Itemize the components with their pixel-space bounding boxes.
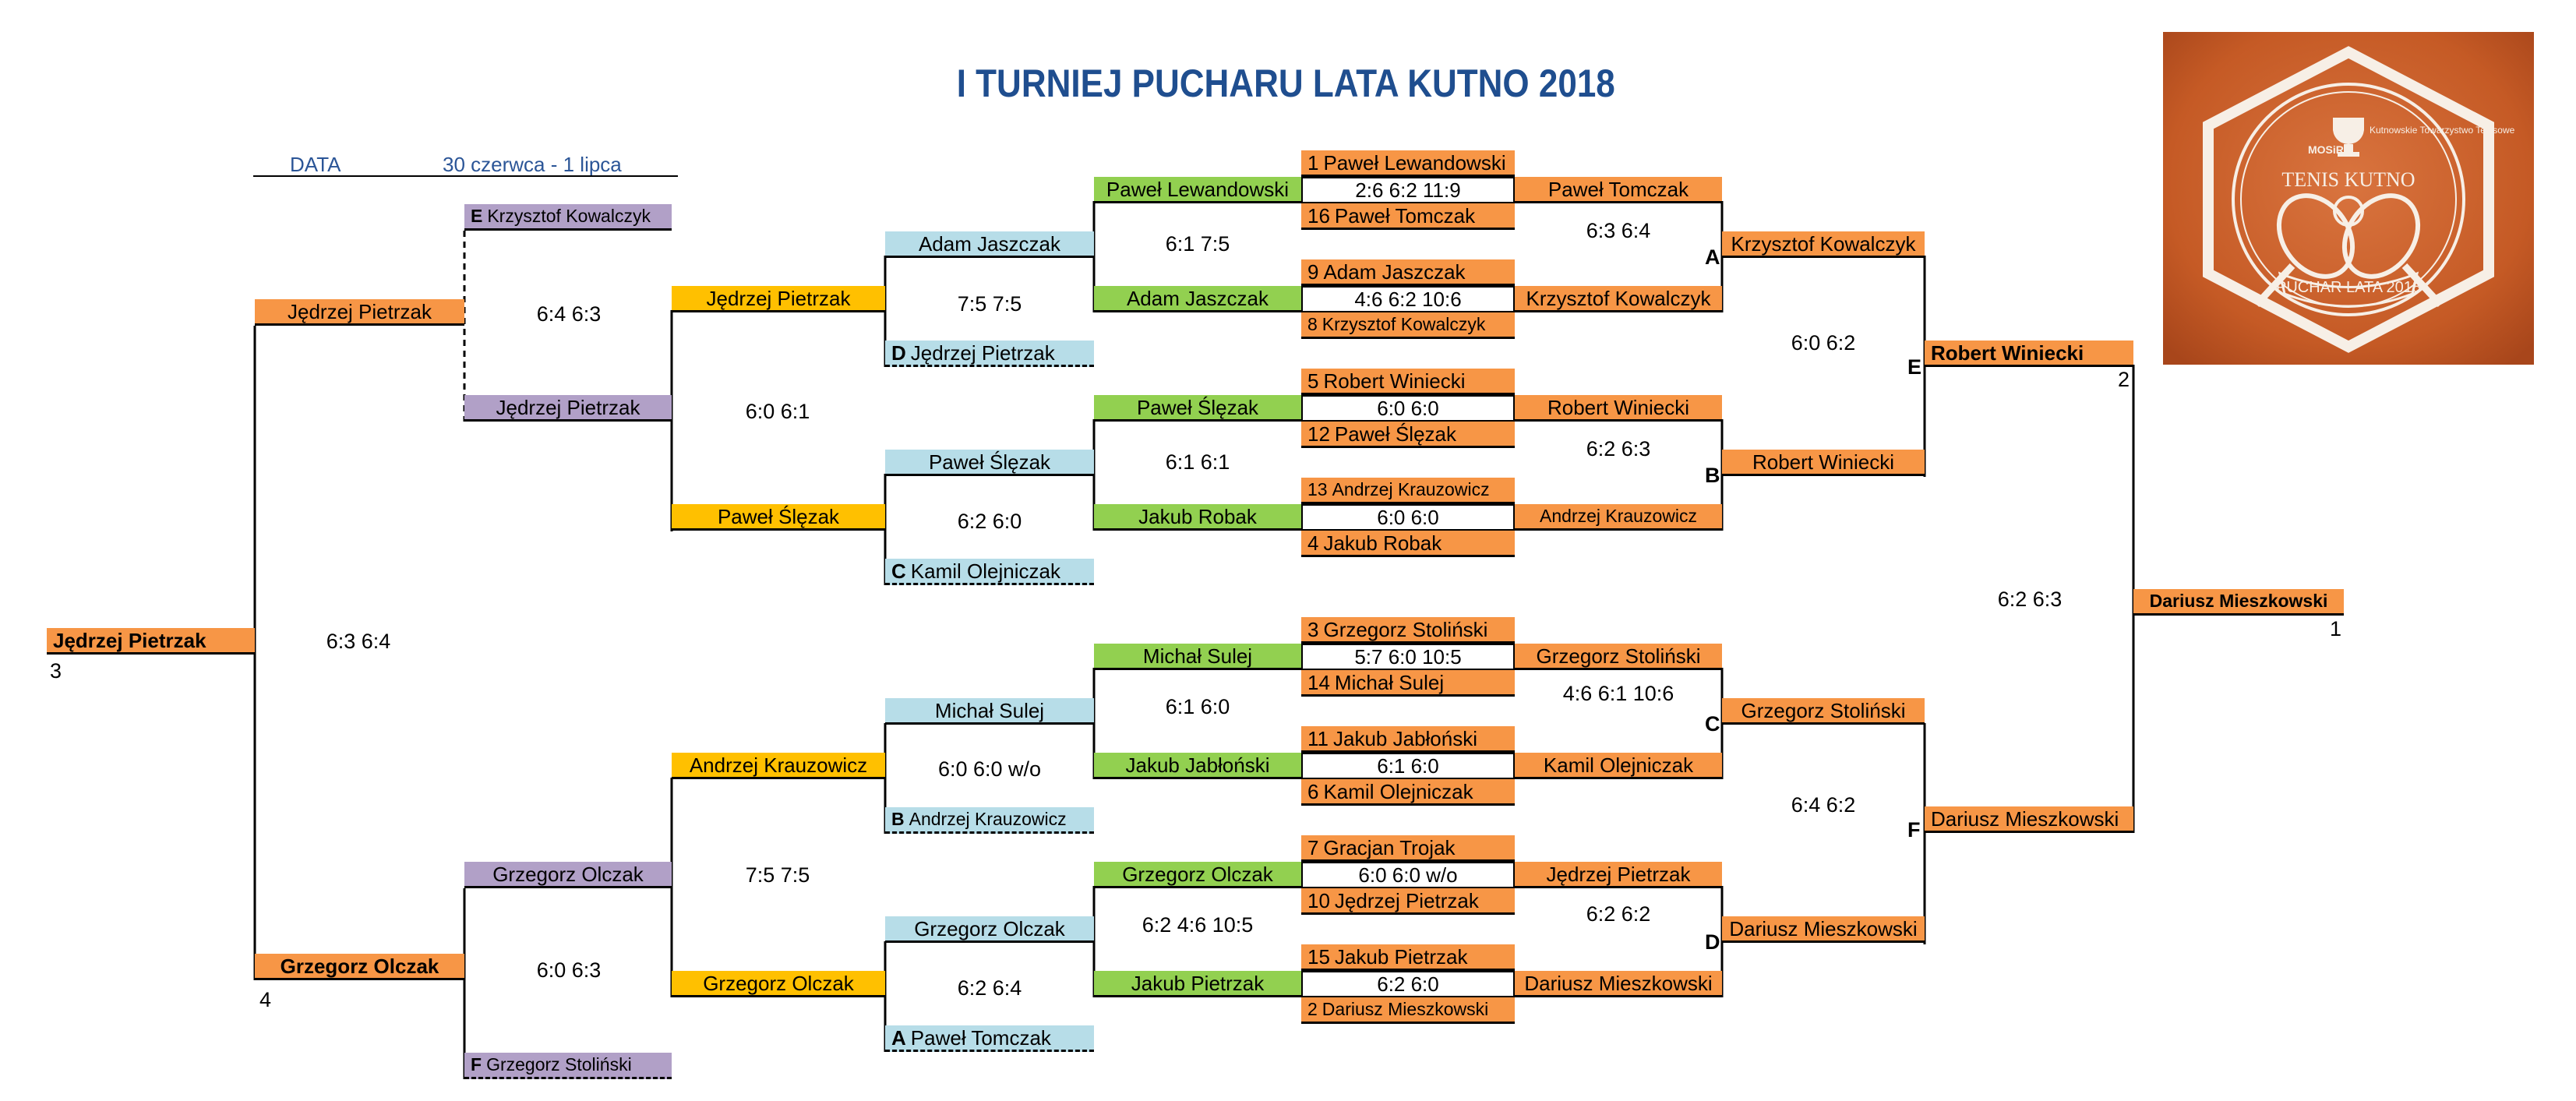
date-label: DATA xyxy=(290,153,341,176)
sf-player-label: Robert Winiecki xyxy=(1931,341,2084,365)
r1-player xyxy=(1301,944,1515,971)
cons-r3-score: 7:5 7:5 xyxy=(745,863,810,887)
r1-player-label: Paweł Lewandowski xyxy=(1323,150,1506,175)
cons-r2-player-label: Grzegorz Olczak xyxy=(914,916,1065,940)
cons-r2-score: 6:0 6:0 w/o xyxy=(937,757,1042,781)
cons-r1-score: 6:2 4:6 10:5 xyxy=(1142,913,1254,937)
r1-player-seed: 9 xyxy=(1307,259,1319,284)
r1-player-label: Kamil Olejniczak xyxy=(1323,779,1473,803)
r1-player xyxy=(1301,478,1515,504)
r1-player-label: Gracjan Trojak xyxy=(1323,835,1456,859)
r1-score-label: 6:0 6:0 w/o xyxy=(1358,863,1458,887)
cons-r1-player-label: Grzegorz Olczak xyxy=(1122,862,1273,886)
r1-player-seed: 5 xyxy=(1307,369,1319,393)
qf-score: 6:0 6:2 xyxy=(1791,331,1856,355)
cons-r1-player-label: Michał Sulej xyxy=(1142,644,1253,668)
third-place-name-label: Jędrzej Pietrzak xyxy=(53,628,206,652)
cons-r2-player-letter: B xyxy=(891,809,905,829)
r1-score xyxy=(1301,971,1515,997)
cons-r3-player xyxy=(672,504,885,531)
cons-r2-player-letter: D xyxy=(891,341,906,365)
r1-player xyxy=(1301,835,1515,862)
cons-r4-player xyxy=(464,395,672,422)
logo-club-text: Kutnowskie Towarzystwo Tenisowe xyxy=(2370,125,2515,136)
cons-r2-player xyxy=(885,916,1094,943)
sf-player xyxy=(1925,341,2133,367)
tournament-logo xyxy=(2163,32,2534,365)
cons-r2-player-label: Jędrzej Pietrzak xyxy=(910,341,1055,365)
r1-player xyxy=(1301,997,1515,1024)
r1-score-label: 2:6 6:2 11:9 xyxy=(1355,178,1461,202)
cons-r1-player-label: Adam Jaszczak xyxy=(1126,286,1269,310)
cons-r4-player xyxy=(464,204,672,231)
r1-score-label: 4:6 6:2 10:6 xyxy=(1354,288,1462,311)
r1-score xyxy=(1301,395,1515,422)
third-place: 3 xyxy=(50,659,62,683)
cons-r2-player xyxy=(885,341,1094,367)
r2-player xyxy=(1515,971,1722,997)
r1-player-seed: 3 xyxy=(1307,617,1319,641)
r1-score-label: 6:0 6:0 xyxy=(1377,506,1439,529)
cons-r2-player xyxy=(885,559,1094,585)
cons-sf-player-label: Jędrzej Pietrzak xyxy=(288,299,432,323)
cons-r1-player xyxy=(1094,971,1301,997)
cons-r2-player-label: Kamil Olejniczak xyxy=(910,559,1060,583)
r1-player-seed: 12 xyxy=(1307,422,1330,446)
r1-player-label: Adam Jaszczak xyxy=(1323,259,1466,284)
cons-r2-player-label: Paweł Ślęzak xyxy=(928,450,1051,474)
r1-player-label: Dariusz Mieszkowski xyxy=(1322,999,1489,1019)
r1-player xyxy=(1301,422,1515,448)
r1-player-seed: 2 xyxy=(1307,999,1318,1019)
r2-player-label: Andrzej Krauzowicz xyxy=(1540,506,1697,526)
cons-r2-player xyxy=(885,698,1094,725)
winner-place: 1 xyxy=(2330,617,2342,640)
cons-r4-player-label: Grzegorz Stoliński xyxy=(486,1054,632,1075)
r2-player xyxy=(1515,177,1722,203)
r2-player-label: Jędrzej Pietrzak xyxy=(1546,862,1691,886)
qf-player xyxy=(1722,698,1925,725)
cons-r4-player-letter: F xyxy=(471,1054,482,1075)
cons-sf-player xyxy=(255,954,464,980)
r1-player-label: Jędrzej Pietrzak xyxy=(1334,888,1479,912)
r1-player xyxy=(1301,312,1515,339)
r2-player xyxy=(1515,644,1722,670)
r1-player xyxy=(1301,150,1515,177)
date-value: 30 czerwca - 1 lipca xyxy=(443,153,622,176)
r1-player-label: Michał Sulej xyxy=(1334,670,1445,694)
qf-letter: B xyxy=(1705,464,1720,487)
r1-player-seed: 6 xyxy=(1307,779,1319,803)
r1-player-label: Paweł Ślęzak xyxy=(1334,422,1456,446)
sf-letter: E xyxy=(1907,355,1922,379)
r1-player-label: Jakub Robak xyxy=(1323,531,1442,555)
r2-player xyxy=(1515,395,1722,422)
r1-player-label: Andrzej Krauzowicz xyxy=(1332,479,1490,499)
qf-letter: C xyxy=(1705,712,1720,736)
cons-r3-player-label: Jędrzej Pietrzak xyxy=(706,286,851,310)
r1-player-seed: 10 xyxy=(1307,888,1330,912)
r1-player-label: Paweł Tomczak xyxy=(1334,203,1476,228)
qf-score: 6:4 6:2 xyxy=(1791,793,1856,817)
cons-r2-score: 6:2 6:0 xyxy=(957,510,1022,533)
winner-name xyxy=(2133,589,2344,616)
cons-r1-player xyxy=(1094,753,1301,779)
cons-r4-player-label: Grzegorz Olczak xyxy=(492,862,644,886)
cons-r2-player-label: Andrzej Krauzowicz xyxy=(909,809,1067,829)
r1-player xyxy=(1301,259,1515,286)
cons-r3-player-label: Andrzej Krauzowicz xyxy=(689,753,868,777)
cons-r2-player xyxy=(885,450,1094,476)
r2-score: 6:2 6:2 xyxy=(1586,902,1651,926)
cons-r3-player-label: Paweł Ślęzak xyxy=(717,504,840,528)
r2-score: 6:2 6:3 xyxy=(1586,437,1651,461)
qf-player xyxy=(1722,450,1925,476)
qf-player-label: Grzegorz Stoliński xyxy=(1741,698,1906,722)
cons-r3-player xyxy=(672,753,885,779)
r1-player-seed: 4 xyxy=(1307,531,1319,555)
cons-r1-player-label: Paweł Lewandowski xyxy=(1106,177,1290,201)
cons-sf-player xyxy=(255,299,464,326)
r1-score xyxy=(1301,644,1515,670)
cons-r1-player xyxy=(1094,644,1301,670)
cons-r2-player xyxy=(885,231,1094,258)
qf-player-label: Dariusz Mieszkowski xyxy=(1729,916,1918,940)
r1-score-label: 6:0 6:0 xyxy=(1377,397,1439,420)
cons-r4-score: 6:4 6:3 xyxy=(536,302,602,326)
cons-r2-player xyxy=(885,807,1094,834)
r1-player xyxy=(1301,726,1515,753)
qf-player-label: Robert Winiecki xyxy=(1752,450,1895,474)
r1-score xyxy=(1301,862,1515,888)
r1-player-seed: 8 xyxy=(1307,314,1318,334)
r1-player-seed: 15 xyxy=(1307,944,1330,969)
sf-player xyxy=(1925,806,2133,833)
r2-player-label: Krzysztof Kowalczyk xyxy=(1526,286,1711,310)
r1-player-seed: 14 xyxy=(1307,670,1330,694)
cons-sf-player-label: Grzegorz Olczak xyxy=(280,954,439,978)
cons-r4-player-letter: E xyxy=(471,206,483,226)
final-score: 6:2 6:3 xyxy=(1997,588,2063,611)
r1-player-label: Robert Winiecki xyxy=(1323,369,1466,393)
r1-player xyxy=(1301,670,1515,697)
cons-r2-player-label: Michał Sulej xyxy=(934,698,1045,722)
r2-score: 6:3 6:4 xyxy=(1586,219,1651,242)
cons-r1-player xyxy=(1094,395,1301,422)
third-place-name xyxy=(47,628,255,655)
logo-name-text: TENIS KUTNO xyxy=(2281,168,2415,191)
cons-r3-player xyxy=(672,971,885,997)
qf-letter: D xyxy=(1705,930,1720,954)
r1-score xyxy=(1301,286,1515,312)
cons-r1-score: 6:1 6:1 xyxy=(1165,450,1230,474)
r1-score xyxy=(1301,177,1515,203)
cons-r4-player xyxy=(464,862,672,888)
cons-r3-score: 6:0 6:1 xyxy=(745,400,810,423)
winner-name-label: Dariusz Mieszkowski xyxy=(2149,591,2328,611)
r1-player xyxy=(1301,531,1515,557)
r1-player-label: Grzegorz Stoliński xyxy=(1323,617,1488,641)
cons-final-score: 6:3 6:4 xyxy=(326,630,391,653)
cons-r1-player xyxy=(1094,177,1301,203)
cons-r1-player xyxy=(1094,862,1301,888)
r1-player xyxy=(1301,617,1515,644)
r2-player-label: Robert Winiecki xyxy=(1547,395,1690,419)
cons-r4-player-label: Krzysztof Kowalczyk xyxy=(487,206,651,226)
cons-r4-player-label: Jędrzej Pietrzak xyxy=(496,395,640,419)
cons-r1-player-label: Jakub Pietrzak xyxy=(1131,971,1265,995)
r1-player-label: Jakub Pietrzak xyxy=(1334,944,1468,969)
r1-player-seed: 16 xyxy=(1307,203,1330,228)
r2-player xyxy=(1515,753,1722,779)
qf-letter: A xyxy=(1705,245,1720,269)
r1-player xyxy=(1301,203,1515,230)
cons-r1-score: 6:1 7:5 xyxy=(1165,232,1230,256)
logo-banner-text: PUCHAR LATA 2018 xyxy=(2275,279,2422,296)
cons-r3-player-label: Grzegorz Olczak xyxy=(703,971,854,995)
r2-player xyxy=(1515,286,1722,312)
cons-r1-player xyxy=(1094,504,1301,531)
r1-score-label: 5:7 6:0 10:5 xyxy=(1354,645,1462,669)
cons-r2-player-label: Adam Jaszczak xyxy=(918,231,1061,256)
r1-player-seed: 1 xyxy=(1307,150,1319,175)
qf-player xyxy=(1722,916,1925,943)
qf-player xyxy=(1722,231,1925,258)
qf-player-label: Krzysztof Kowalczyk xyxy=(1731,231,1916,256)
cons-r1-score: 6:1 6:0 xyxy=(1165,695,1230,718)
r1-player xyxy=(1301,779,1515,806)
cons-r2-player-label: Paweł Tomczak xyxy=(910,1025,1051,1050)
r1-player-label: Jakub Jabłoński xyxy=(1333,726,1477,750)
r2-player-label: Kamil Olejniczak xyxy=(1543,753,1694,777)
cons-r2-score: 6:2 6:4 xyxy=(957,976,1022,1000)
runner-up-place: 2 xyxy=(2118,368,2130,391)
cons-r1-player xyxy=(1094,286,1301,312)
r1-score xyxy=(1301,504,1515,531)
r2-player xyxy=(1515,862,1722,888)
sf-player-label: Dariusz Mieszkowski xyxy=(1931,806,2119,831)
cons-r2-score: 7:5 7:5 xyxy=(957,292,1022,316)
fourth-place: 4 xyxy=(259,988,272,1011)
r2-player-label: Dariusz Mieszkowski xyxy=(1524,971,1713,995)
sf-letter: F xyxy=(1907,818,1921,842)
r1-score-label: 6:1 6:0 xyxy=(1377,754,1439,778)
r2-score: 4:6 6:1 10:6 xyxy=(1562,682,1674,705)
cons-r1-player-label: Jakub Robak xyxy=(1138,504,1257,528)
r1-player-seed: 13 xyxy=(1307,479,1328,499)
r1-score-label: 6:2 6:0 xyxy=(1377,972,1439,996)
r2-player xyxy=(1515,504,1722,531)
page-title: I TURNIEJ PUCHARU LATA KUTNO 2018 xyxy=(956,62,1615,105)
cons-r3-player xyxy=(672,286,885,312)
r1-player xyxy=(1301,888,1515,915)
cons-r2-player xyxy=(885,1025,1094,1052)
r1-player xyxy=(1301,369,1515,395)
r1-player-label: Krzysztof Kowalczyk xyxy=(1322,314,1486,334)
r1-score xyxy=(1301,753,1515,779)
cons-r4-score: 6:0 6:3 xyxy=(536,958,602,982)
logo-org-text: MOSiR xyxy=(2308,143,2344,156)
r1-player-seed: 7 xyxy=(1307,835,1319,859)
cons-r1-player-label: Jakub Jabłoński xyxy=(1125,753,1270,777)
r2-player-label: Paweł Tomczak xyxy=(1547,177,1689,201)
cons-r1-player-label: Paweł Ślęzak xyxy=(1136,395,1259,419)
cons-r2-player-letter: A xyxy=(891,1025,906,1050)
r1-player-seed: 11 xyxy=(1307,726,1329,750)
r2-player-label: Grzegorz Stoliński xyxy=(1536,644,1701,668)
cons-r4-player xyxy=(464,1053,672,1079)
cons-r2-player-letter: C xyxy=(891,559,906,583)
